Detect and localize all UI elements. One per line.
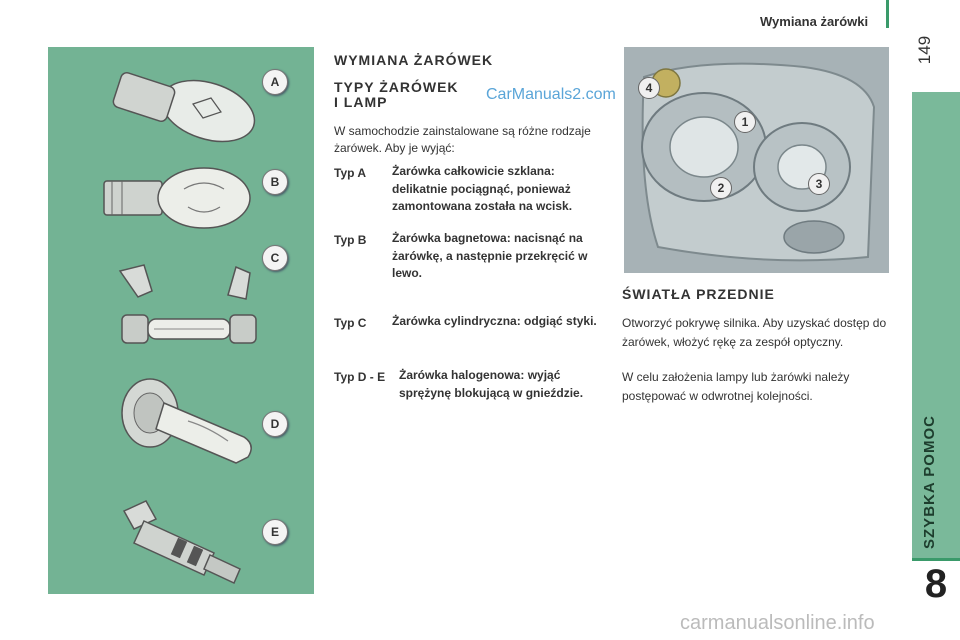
headlamps-title: ŚWIATŁA PRZEDNIE — [622, 286, 775, 302]
watermark-carmanualsonline: carmanualsonline.info — [680, 612, 875, 634]
headlamp-photo — [624, 47, 889, 273]
type-desc-b: Żarówka bagnetowa: nacisnąć na żarówkę, a następnie przekręcić w lewo. — [392, 231, 588, 280]
type-label-c: Typ C — [334, 316, 367, 330]
chapter-number: 8 — [924, 562, 948, 606]
type-label-b: Typ B — [334, 233, 367, 247]
section-title: WYMIANA ŻARÓWEK — [334, 52, 494, 68]
headlamp-marker-1: 1 — [734, 111, 756, 133]
headlamp-marker-3: 3 — [808, 173, 830, 195]
bulb-illustration-panel — [48, 47, 314, 594]
type-desc-a: Żarówka całkowicie szklana: delikatnie pociągnąć, ponieważ zamontowana została na wcisk. — [392, 164, 573, 213]
bulb-b-illustration — [88, 159, 268, 239]
watermark-carmanuals: CarManuals2.com — [486, 86, 616, 103]
bulb-marker-e: E — [262, 519, 288, 545]
header-rule — [886, 0, 889, 28]
running-header: Wymiana żarówki — [760, 14, 869, 29]
headlamp-illustration — [624, 47, 889, 273]
subtitle-line-2: I LAMP — [334, 94, 388, 110]
bulb-marker-b: B — [262, 169, 288, 195]
bulb-marker-a: A — [262, 69, 288, 95]
bulb-marker-c: C — [262, 245, 288, 271]
bulb-e-illustration — [114, 497, 264, 592]
chapter-label: SZYBKA POMOC — [921, 415, 938, 549]
headlamps-paragraph-2: W celu założenia lampy lub żarówki należy postępować w odwrotnej kolejności. — [622, 370, 850, 403]
headlamp-marker-4: 4 — [638, 77, 660, 99]
type-label-a: Typ A — [334, 166, 366, 180]
subtitle-line-1: TYPY ŻARÓWEK — [334, 79, 459, 95]
bulb-c-illustration — [108, 257, 268, 367]
type-label-d-e: Typ D - E — [334, 370, 386, 384]
bulb-marker-d: D — [262, 411, 288, 437]
bulb-d-illustration — [118, 367, 268, 487]
type-desc-c: Żarówka cylindryczna: odgiąć styki. — [392, 314, 597, 328]
intro-paragraph: W samochodzie zainstalowane są różne rodzaje żarówek. Aby je wyjąć: — [334, 124, 591, 155]
headlamp-marker-2: 2 — [710, 177, 732, 199]
page-number: 149 — [915, 35, 934, 65]
bulb-a-illustration — [88, 59, 268, 149]
headlamps-paragraph-1: Otworzyć pokrywę silnika. Aby uzyskać dostęp do żarówek, włożyć rękę za zespół optyczny. — [622, 316, 887, 349]
type-desc-d-e: Żarówka halogenowa: wyjąć sprężynę blokującą w gnieździe. — [399, 368, 584, 400]
